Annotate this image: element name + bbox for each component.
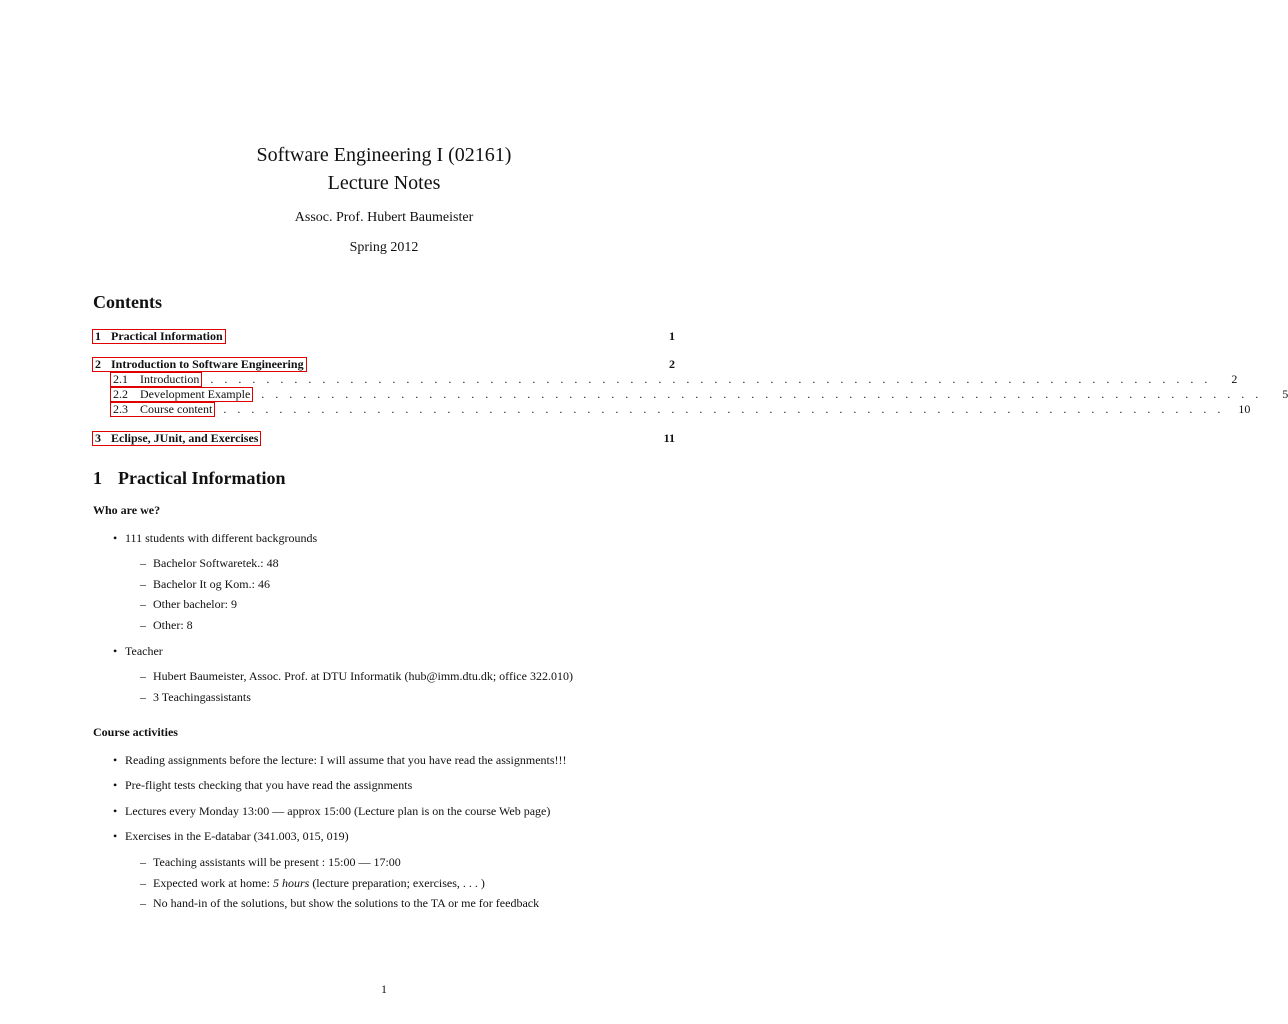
- toc-page-number: 1: [669, 329, 675, 343]
- toc-page-number: 2: [1231, 372, 1238, 386]
- bullet-icon: •: [113, 778, 118, 792]
- toc-entry-development-example[interactable]: [110, 387, 1288, 402]
- toc-entry-course-content[interactable]: [110, 402, 1251, 417]
- bullet-icon: •: [113, 753, 118, 767]
- toc-link[interactable]: 3 Eclipse, JUnit, and Exercises: [92, 431, 261, 446]
- list-item: • Teacher: [113, 644, 163, 658]
- who-are-we-heading: Who are we?: [93, 503, 161, 517]
- list-item: • Exercises in the E-databar (341.003, 015, 019): [113, 829, 349, 843]
- toc-link[interactable]: 2.1 Introduction: [110, 372, 202, 387]
- list-item: – Teaching assistants will be present : 15:00 — 17:00: [140, 855, 401, 869]
- dash-icon: –: [140, 896, 146, 910]
- toc-page-number: 5: [1282, 387, 1288, 401]
- toc-entry-introduction[interactable]: [110, 372, 1238, 387]
- list-item: – Other bachelor: 9: [140, 597, 237, 611]
- contents-heading: Contents: [93, 292, 163, 312]
- bullet-icon: •: [113, 804, 118, 818]
- course-activities-heading: Course activities: [93, 725, 178, 739]
- list-item: – Expected work at home: 5 hours (lecture preparation; exercises, . . . ): [140, 876, 485, 890]
- toc-link[interactable]: 2.3 Course content: [110, 402, 215, 417]
- list-item: • 111 students with different backgrounds: [113, 531, 318, 545]
- bullet-icon: •: [113, 644, 118, 658]
- list-item: – No hand-in of the solutions, but show the solutions to the TA or me for feedback: [140, 896, 540, 910]
- list-item: – 3 Teachingassistants: [140, 690, 251, 704]
- toc-leader-dots: . . . . . . . . . . . . . . . . . . . . . . . . . . . . . . . . . . . . . . . . . . . . . . . . . . . . . . . . . . . . . . . . . . . . . . . .: [261, 387, 1263, 401]
- document-author: Assoc. Prof. Hubert Baumeister: [294, 210, 474, 225]
- list-item: – Bachelor It og Kom.: 46: [140, 577, 270, 591]
- dash-icon: –: [140, 669, 146, 683]
- section-heading: 1 Practical Information: [93, 468, 286, 488]
- list-item: – Bachelor Softwaretek.: 48: [140, 556, 279, 570]
- toc-entry-eclipse-junit[interactable]: [92, 431, 675, 446]
- list-item: – Other: 8: [140, 618, 193, 632]
- document-title: Software Engineering I (02161): [256, 144, 512, 166]
- dash-icon: –: [140, 556, 146, 570]
- toc-leader-dots: . . . . . . . . . . . . . . . . . . . . . . . . . . . . . . . . . . . . . . . . . . . . . . . . . . . . . . . . . . . . . . . . . . . . . . . .: [223, 402, 1225, 416]
- dash-icon: –: [140, 855, 146, 869]
- toc-page-number: 11: [663, 431, 675, 445]
- list-item: • Pre-flight tests checking that you have read the assignments: [113, 778, 413, 792]
- document-date: Spring 2012: [349, 240, 419, 255]
- dash-icon: –: [140, 618, 146, 632]
- bullet-icon: •: [113, 829, 118, 843]
- dash-icon: –: [140, 577, 146, 591]
- toc-page-number: 10: [1238, 402, 1251, 416]
- page-number: 1: [381, 982, 387, 996]
- toc-entry-intro-software-engineering[interactable]: [92, 357, 675, 372]
- toc-link[interactable]: 2 Introduction to Software Engineering: [92, 357, 307, 372]
- list-item: • Reading assignments before the lecture: I will assume that you have read the assignments!!!: [113, 753, 567, 767]
- list-item: – Hubert Baumeister, Assoc. Prof. at DTU Informatik (hub@imm.dtu.dk; office 322.010): [140, 669, 573, 683]
- dash-icon: –: [140, 597, 146, 611]
- toc-link[interactable]: 2.2 Development Example: [110, 387, 253, 402]
- toc-page-number: 2: [669, 357, 675, 371]
- dash-icon: –: [140, 690, 146, 704]
- dash-icon: –: [140, 876, 146, 890]
- toc-leader-dots: . . . . . . . . . . . . . . . . . . . . . . . . . . . . . . . . . . . . . . . . . . . . . . . . . . . . . . . . . . . . . . . . . . . . . . . .: [210, 372, 1212, 386]
- document-subtitle: Lecture Notes: [327, 172, 441, 194]
- bullet-icon: •: [113, 531, 118, 545]
- toc-link[interactable]: 1 Practical Information: [92, 329, 226, 344]
- list-item: • Lectures every Monday 13:00 — approx 15:00 (Lecture plan is on the course Web page): [113, 804, 551, 818]
- toc-entry-practical-information[interactable]: [92, 329, 675, 344]
